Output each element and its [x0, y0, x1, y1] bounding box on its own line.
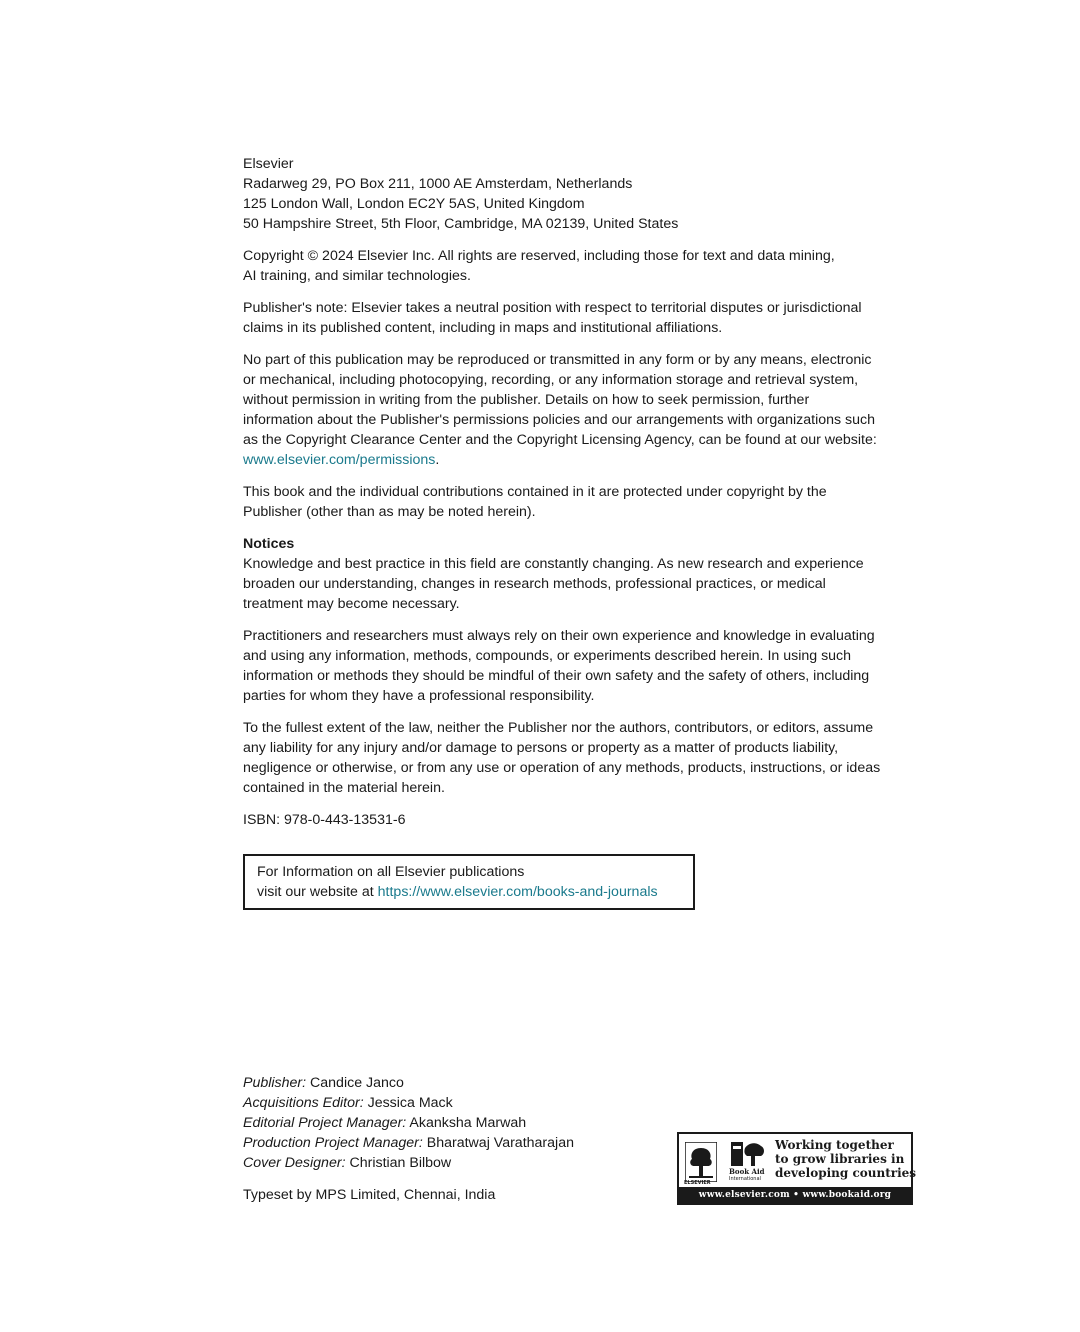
liability-line: any liability for any injury and/or damage to persons or property as a matter of products liability,	[243, 740, 839, 756]
credit-publisher	[243, 1073, 663, 1093]
permissions-line: information about the Publisher's permissions policies and our arrangements with organizations such	[243, 412, 876, 428]
practitioners-line: and using any information, methods, compounds, or experiments described herein. In using such	[243, 648, 852, 664]
notices-line: broaden our understanding, changes in research methods, professional practices, or medical	[243, 576, 826, 592]
credit-name: Candice Janco	[306, 1075, 404, 1091]
tagline-line: to grow libraries in	[775, 1152, 905, 1166]
credit-role: Acquisitions Editor:	[243, 1095, 364, 1111]
tagline-line: Working together	[775, 1138, 894, 1152]
elsevier-wordmark: ELSEVIER	[684, 1180, 711, 1186]
credit-name: Akanksha Marwah	[406, 1115, 527, 1131]
address-line: 50 Hampshire Street, 5th Floor, Cambridge, MA 02139, United States	[243, 216, 679, 232]
permissions-line: or mechanical, including photocopying, recording, or any information storage and retrieval system,	[243, 372, 859, 388]
publisher-address	[243, 154, 919, 234]
elsevier-info-box	[243, 854, 695, 910]
credit-name: Christian Bilbow	[345, 1155, 452, 1171]
credit-role: Cover Designer:	[243, 1155, 346, 1171]
copyright-line: AI training, and similar technologies.	[243, 268, 471, 284]
liability-line: contained in the material herein.	[243, 780, 445, 796]
permissions-link[interactable]: www.elsevier.com/permissions	[243, 452, 436, 468]
credit-name: Jessica Mack	[363, 1095, 453, 1111]
elsevier-tree-icon	[685, 1142, 717, 1182]
permissions-link-suffix: .	[435, 452, 440, 468]
notices-line: treatment may become necessary.	[243, 596, 460, 612]
info-box-link-line	[257, 882, 681, 902]
copyright-page-body	[243, 154, 919, 910]
credit-editorial-project-manager	[243, 1113, 663, 1133]
book-aid-tree-icon	[727, 1140, 767, 1168]
publisher-note	[243, 298, 919, 338]
liability-line: To the fullest extent of the law, neither the Publisher nor the authors, contributors, or editors, assume	[243, 720, 874, 736]
book-aid-urls: www.elsevier.com • www.bookaid.org	[679, 1187, 911, 1203]
book-aid-subword: International	[729, 1176, 761, 1182]
permissions-link-line	[243, 450, 919, 470]
practitioners-line: parties for whom they have a professional responsibility.	[243, 688, 595, 704]
production-credits	[243, 1073, 663, 1205]
notices-heading: Notices	[243, 536, 295, 552]
copyright-statement	[243, 246, 919, 286]
typeset-credit: Typeset by MPS Limited, Chennai, India	[243, 1187, 496, 1203]
info-box-prefix: visit our website at	[257, 884, 378, 900]
protection-line: Publisher (other than as may be noted herein).	[243, 504, 536, 520]
copyright-line: Copyright © 2024 Elsevier Inc. All rights are reserved, including those for text and data mining,	[243, 248, 835, 264]
address-line: Radarweg 29, PO Box 211, 1000 AE Amsterdam, Netherlands	[243, 176, 633, 192]
liability-line: negligence or otherwise, or from any use or operation of any methods, products, instructions, or ideas	[243, 760, 881, 776]
credit-name: Bharatwaj Varatharajan	[422, 1135, 574, 1151]
permissions-line: without permission in writing from the publisher. Details on how to seek permission, further	[243, 392, 810, 408]
practitioners-paragraph	[243, 626, 919, 706]
protection-line: This book and the individual contributions contained in it are protected under copyright by the	[243, 484, 827, 500]
address-line: 125 London Wall, London EC2Y 5AS, United Kingdom	[243, 196, 585, 212]
info-box-line: For Information on all Elsevier publications	[257, 864, 525, 880]
notices-line: Knowledge and best practice in this field are constantly changing. As new research and experience	[243, 556, 864, 572]
tagline-line: developing countries	[775, 1166, 917, 1180]
address-line: Elsevier	[243, 156, 294, 172]
book-aid-wordmark: Book Aid	[729, 1167, 765, 1176]
credit-cover-designer	[243, 1153, 663, 1173]
book-aid-tagline	[775, 1138, 916, 1180]
publisher-note-line: claims in its published content, including in maps and institutional affiliations.	[243, 320, 723, 336]
credit-role: Publisher:	[243, 1075, 307, 1091]
permissions-statement	[243, 350, 919, 470]
book-aid-logo-top	[679, 1134, 917, 1189]
book-aid-logo	[677, 1132, 917, 1205]
credit-acquisitions-editor	[243, 1093, 663, 1113]
publisher-note-line: Publisher's note: Elsevier takes a neutral position with respect to territorial disputes or jurisdictional	[243, 300, 862, 316]
permissions-line: as the Copyright Clearance Center and the Copyright Licensing Agency, can be found at our website:	[243, 432, 877, 448]
credit-production-project-manager	[243, 1133, 663, 1153]
liability-paragraph	[243, 718, 919, 798]
credit-role: Production Project Manager:	[243, 1135, 423, 1151]
books-and-journals-link[interactable]: https://www.elsevier.com/books-and-journals	[377, 884, 658, 900]
notices-section	[243, 534, 919, 614]
practitioners-line: information or methods they should be mindful of their own safety and the safety of others, including	[243, 668, 870, 684]
practitioners-line: Practitioners and researchers must always rely on their own experience and knowledge in evaluating	[243, 628, 875, 644]
permissions-line: No part of this publication may be reproduced or transmitted in any form or by any means, electronic	[243, 352, 872, 368]
protection-statement	[243, 482, 919, 522]
isbn: ISBN: 978-0-443-13531-6	[243, 812, 406, 828]
credit-role: Editorial Project Manager:	[243, 1115, 407, 1131]
